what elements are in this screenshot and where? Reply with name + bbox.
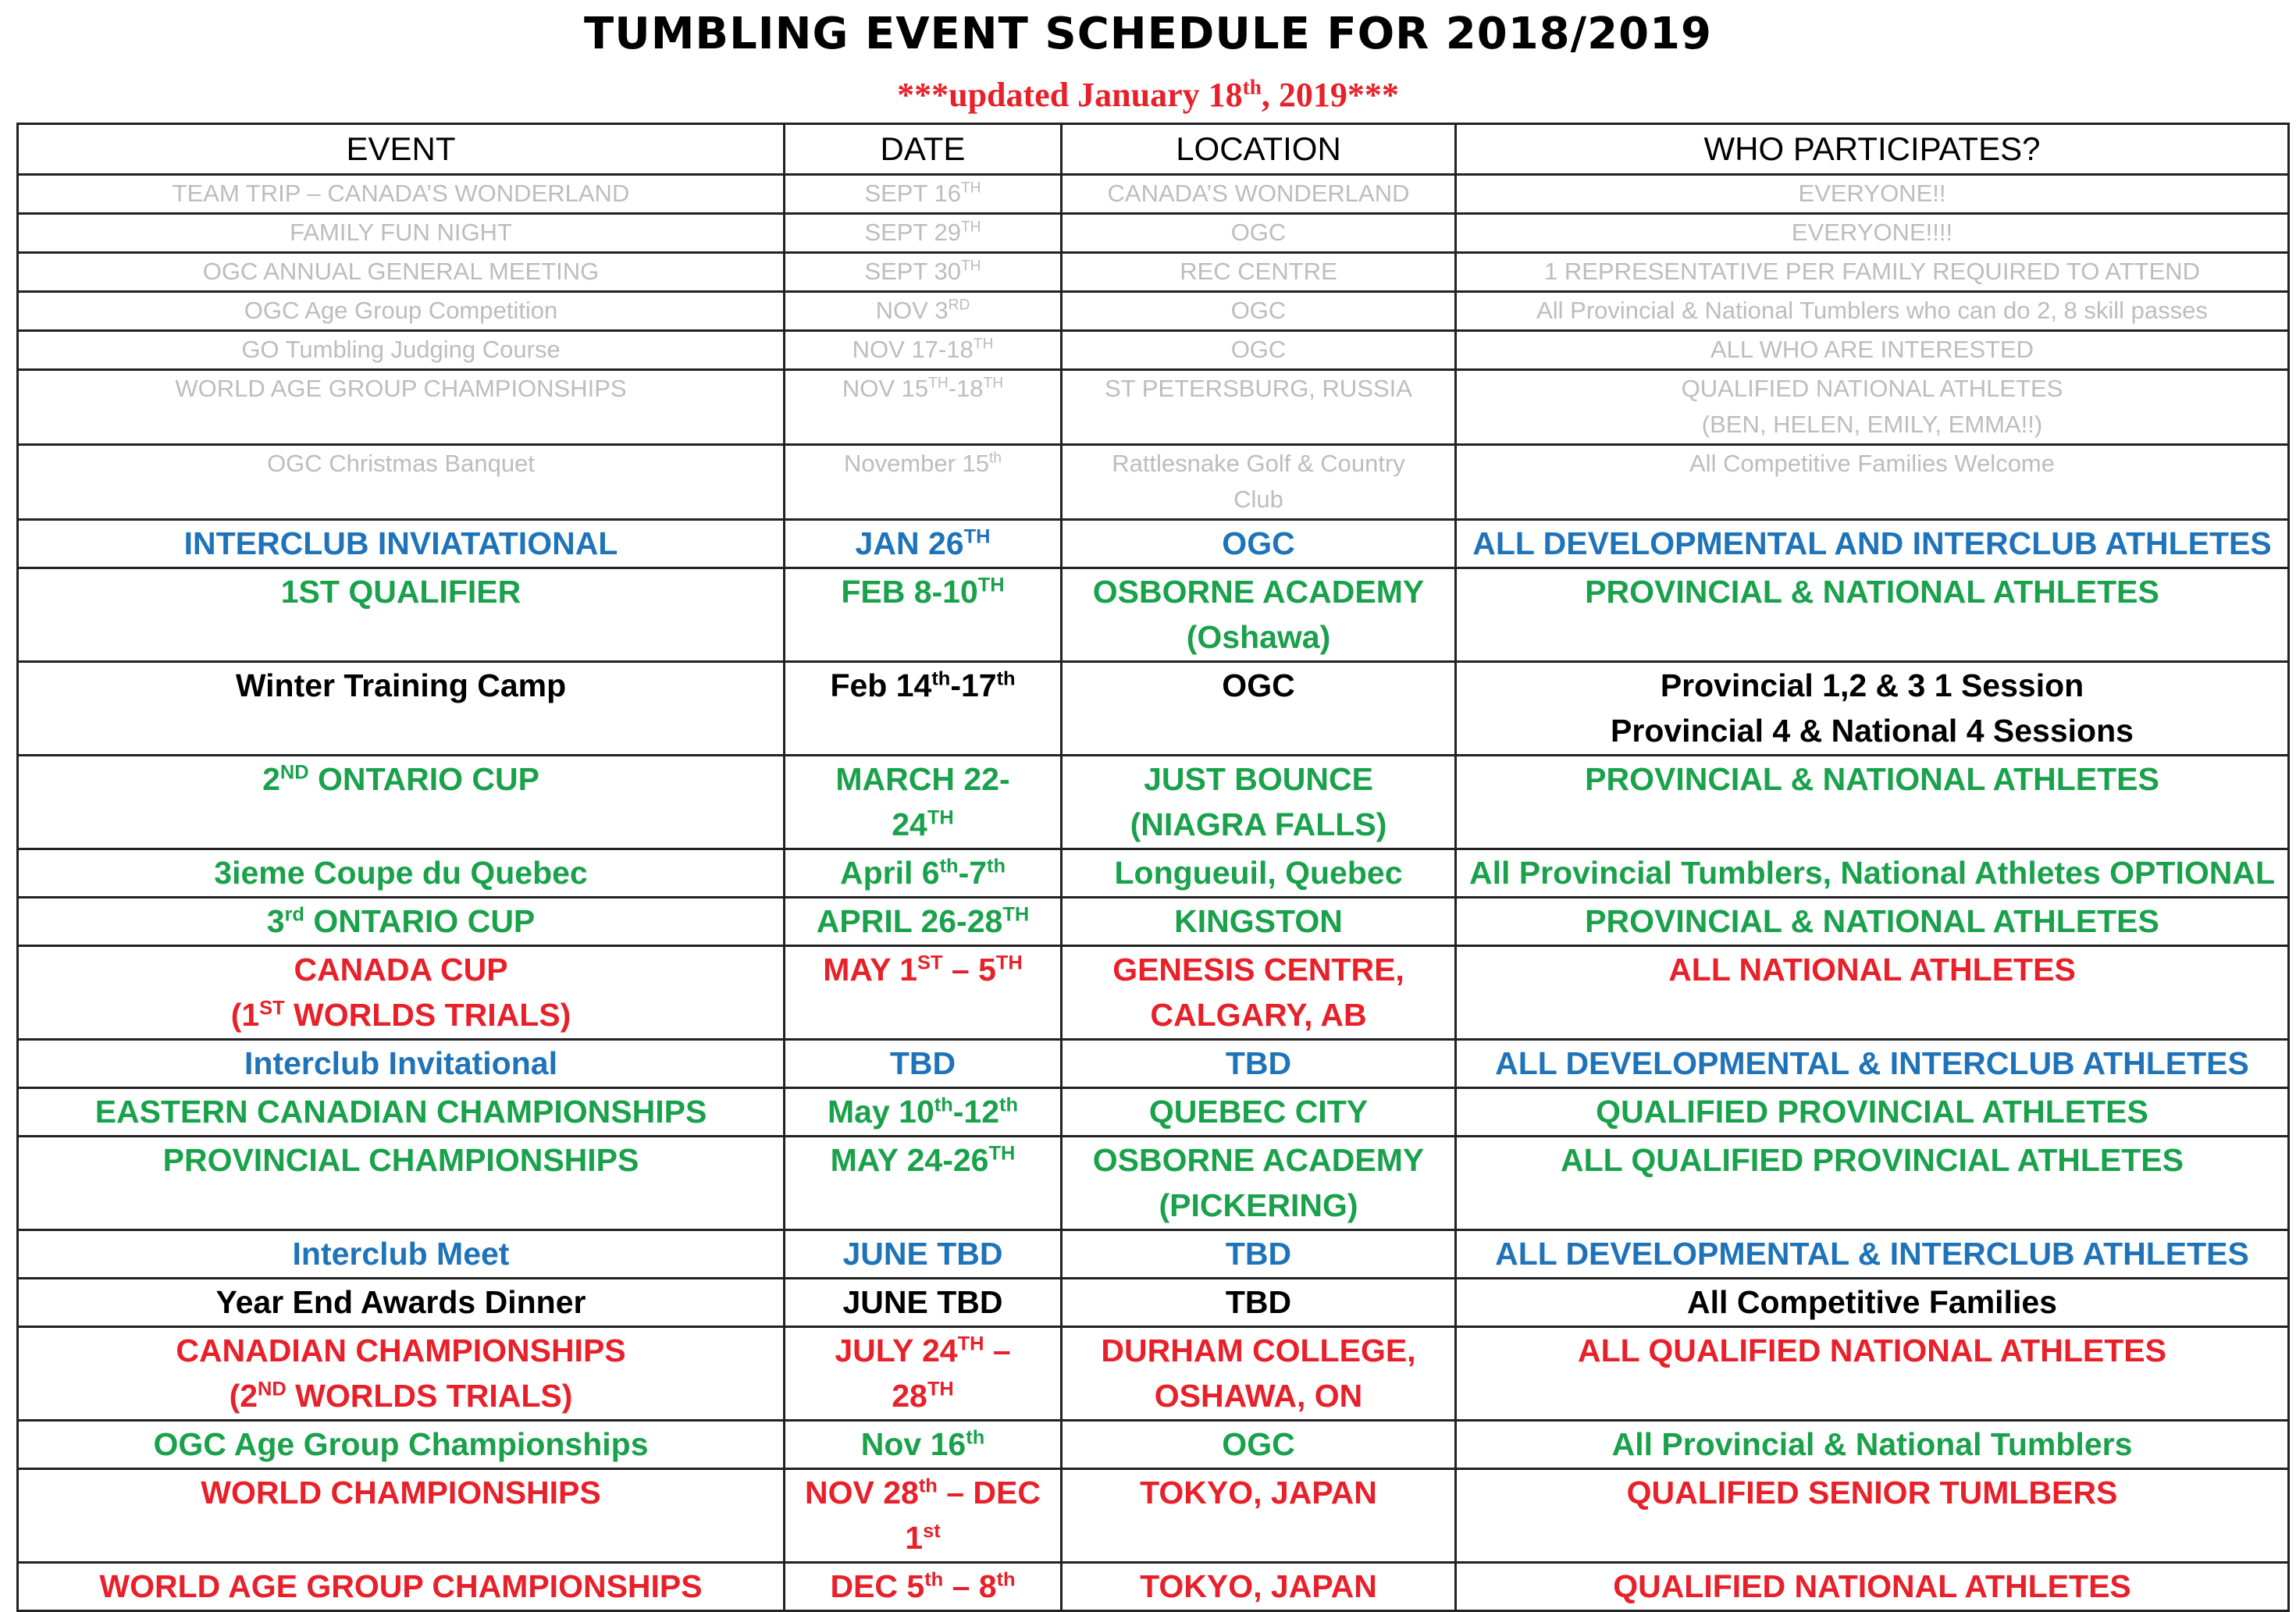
date-cell bbox=[785, 568, 1062, 662]
location-text: OGC bbox=[1230, 336, 1287, 363]
location-text: Club bbox=[1233, 486, 1283, 513]
location-cell bbox=[1062, 898, 1456, 946]
who-cell bbox=[1456, 214, 2289, 253]
who-text: PROVINCIAL & NATIONAL ATHLETES bbox=[1585, 574, 2159, 610]
header-event: EVENT bbox=[18, 124, 785, 175]
event-cell bbox=[18, 568, 785, 662]
who-text: ALL WHO ARE INTERESTED bbox=[1710, 336, 2034, 363]
schedule-row bbox=[18, 1421, 2289, 1469]
who-text: QUALIFIED NATIONAL ATHLETES bbox=[1613, 1568, 2131, 1604]
who-text: QUALIFIED SENIOR TUMLBERS bbox=[1626, 1475, 2118, 1511]
location-text: QUEBEC CITY bbox=[1148, 1094, 1369, 1130]
who-text: All Provincial & National Tumblers bbox=[1611, 1426, 2133, 1462]
location-cell bbox=[1062, 946, 1456, 1040]
location-cell bbox=[1062, 1230, 1456, 1279]
date-text: NOV 3RD bbox=[875, 297, 970, 324]
event-text: 3ieme Coupe du Quebec bbox=[214, 855, 588, 891]
ordinal-suffix: TH bbox=[995, 952, 1023, 974]
event-text: OGC Christmas Banquet bbox=[267, 450, 535, 477]
event-cell bbox=[18, 175, 785, 214]
who-text: EVERYONE!!!! bbox=[1791, 219, 1953, 246]
event-text: OGC Age Group Championships bbox=[153, 1426, 649, 1462]
location-cell bbox=[1062, 662, 1456, 756]
ordinal-suffix: ST bbox=[259, 997, 285, 1020]
location-cell bbox=[1062, 292, 1456, 331]
date-text: JUNE TBD bbox=[842, 1236, 1003, 1272]
date-text: NOV 15TH-18TH bbox=[842, 375, 1004, 402]
date-text: DEC 5th – 8th bbox=[830, 1568, 1016, 1604]
ordinal-suffix: th bbox=[918, 1475, 938, 1497]
date-cell bbox=[785, 520, 1062, 568]
event-cell bbox=[18, 1040, 785, 1088]
who-cell bbox=[1456, 175, 2289, 214]
who-cell bbox=[1456, 662, 2289, 756]
date-text: APRIL 26-28TH bbox=[816, 903, 1030, 939]
event-text: WORLD AGE GROUP CHAMPIONSHIPS bbox=[175, 375, 627, 402]
event-text: TEAM TRIP – CANADA’S WONDERLAND bbox=[172, 180, 630, 207]
date-text: April 6th-7th bbox=[839, 855, 1006, 891]
event-cell bbox=[18, 662, 785, 756]
ordinal-suffix: TH bbox=[983, 375, 1004, 392]
event-text: Interclub Invitational bbox=[244, 1045, 557, 1081]
date-cell bbox=[785, 1279, 1062, 1327]
location-text: TBD bbox=[1225, 1236, 1292, 1272]
ordinal-suffix: th bbox=[934, 1094, 953, 1116]
who-cell bbox=[1456, 1279, 2289, 1327]
date-cell bbox=[785, 292, 1062, 331]
date-text: MAY 1ST – 5TH bbox=[823, 952, 1023, 987]
schedule-row bbox=[18, 1088, 2289, 1137]
ordinal-suffix: TH bbox=[927, 806, 954, 829]
location-text: OGC bbox=[1230, 297, 1287, 324]
schedule-row bbox=[18, 1279, 2289, 1327]
ordinal-suffix: st bbox=[923, 1520, 941, 1543]
ordinal-suffix: th bbox=[996, 667, 1016, 690]
location-cell bbox=[1062, 1327, 1456, 1421]
event-cell bbox=[18, 1469, 785, 1563]
date-text: JUNE TBD bbox=[842, 1284, 1003, 1320]
schedule-row bbox=[18, 370, 2289, 445]
schedule-row bbox=[18, 1040, 2289, 1088]
date-cell bbox=[785, 1230, 1062, 1279]
who-text: ALL DEVELOPMENTAL & INTERCLUB ATHLETES bbox=[1495, 1045, 2249, 1081]
schedule-row bbox=[18, 1469, 2289, 1563]
date-text: NOV 28th – DEC bbox=[805, 1475, 1041, 1511]
event-text: PROVINCIAL CHAMPIONSHIPS bbox=[162, 1142, 639, 1178]
who-text: ALL QUALIFIED PROVINCIAL ATHLETES bbox=[1561, 1142, 2184, 1178]
schedule-row bbox=[18, 253, 2289, 292]
event-text: WORLD AGE GROUP CHAMPIONSHIPS bbox=[99, 1568, 703, 1604]
location-text: CANADA’S WONDERLAND bbox=[1107, 180, 1410, 207]
location-cell bbox=[1062, 1421, 1456, 1469]
event-text: 3rd ONTARIO CUP bbox=[266, 903, 536, 939]
location-cell bbox=[1062, 1137, 1456, 1230]
location-text: (Oshawa) bbox=[1186, 619, 1331, 655]
event-cell bbox=[18, 756, 785, 849]
date-text: Nov 16th bbox=[860, 1426, 985, 1462]
location-text: OGC bbox=[1222, 525, 1295, 561]
ordinal-suffix: ST bbox=[917, 952, 943, 974]
event-text: 2ND ONTARIO CUP bbox=[262, 761, 539, 797]
location-text: TBD bbox=[1225, 1045, 1292, 1081]
schedule-row bbox=[18, 292, 2289, 331]
who-cell bbox=[1456, 1088, 2289, 1137]
header-date: DATE bbox=[785, 124, 1062, 175]
date-cell bbox=[785, 214, 1062, 253]
date-text: MARCH 22- bbox=[835, 761, 1010, 797]
who-text: ALL DEVELOPMENTAL & INTERCLUB ATHLETES bbox=[1495, 1236, 2249, 1272]
location-text: ST PETERSBURG, RUSSIA bbox=[1105, 375, 1412, 402]
event-cell bbox=[18, 370, 785, 445]
event-cell bbox=[18, 292, 785, 331]
who-cell bbox=[1456, 946, 2289, 1040]
location-text: (PICKERING) bbox=[1159, 1187, 1358, 1223]
date-cell bbox=[785, 1327, 1062, 1421]
date-cell bbox=[785, 253, 1062, 292]
location-cell bbox=[1062, 568, 1456, 662]
schedule-row bbox=[18, 1137, 2289, 1230]
header-location: LOCATION bbox=[1062, 124, 1456, 175]
location-text: JUST BOUNCE bbox=[1144, 761, 1373, 797]
date-text: 24TH bbox=[892, 806, 954, 842]
schedule-row bbox=[18, 520, 2289, 568]
ordinal-suffix: th bbox=[939, 855, 959, 877]
event-text: OGC Age Group Competition bbox=[244, 297, 558, 324]
who-cell bbox=[1456, 756, 2289, 849]
event-text: 1ST QUALIFIER bbox=[280, 574, 521, 610]
ordinal-suffix: th bbox=[996, 1568, 1016, 1591]
event-cell bbox=[18, 1421, 785, 1469]
who-text: (BEN, HELEN, EMILY, EMMA!!) bbox=[1701, 411, 2043, 438]
date-text: 1st bbox=[905, 1520, 941, 1556]
update-notice bbox=[0, 72, 2296, 119]
date-cell bbox=[785, 662, 1062, 756]
event-text: CANADA CUP bbox=[294, 952, 508, 987]
who-text: EVERYONE!! bbox=[1798, 180, 1946, 207]
date-text: NOV 17-18TH bbox=[852, 336, 994, 363]
ordinal-suffix: th bbox=[931, 667, 951, 690]
location-text: OGC bbox=[1222, 667, 1295, 703]
event-cell bbox=[18, 520, 785, 568]
who-cell bbox=[1456, 331, 2289, 370]
ordinal-suffix: TH bbox=[963, 525, 991, 548]
date-cell bbox=[785, 946, 1062, 1040]
location-cell bbox=[1062, 175, 1456, 214]
ordinal-suffix: th bbox=[966, 1426, 985, 1449]
date-cell bbox=[785, 1040, 1062, 1088]
location-text: OSBORNE ACADEMY bbox=[1092, 574, 1425, 610]
event-text: Year End Awards Dinner bbox=[215, 1284, 586, 1320]
location-cell bbox=[1062, 253, 1456, 292]
who-cell bbox=[1456, 520, 2289, 568]
event-text: CANADIAN CHAMPIONSHIPS bbox=[176, 1333, 626, 1368]
who-cell bbox=[1456, 1040, 2289, 1088]
who-cell bbox=[1456, 898, 2289, 946]
event-text: OGC ANNUAL GENERAL MEETING bbox=[202, 258, 600, 285]
schedule-row bbox=[18, 214, 2289, 253]
location-cell bbox=[1062, 1279, 1456, 1327]
event-text: FAMILY FUN NIGHT bbox=[290, 219, 512, 246]
event-cell bbox=[18, 898, 785, 946]
location-text: KINGSTON bbox=[1174, 903, 1343, 939]
ordinal-suffix: TH bbox=[960, 258, 981, 275]
event-cell bbox=[18, 1088, 785, 1137]
ordinal-suffix: TH bbox=[973, 336, 994, 353]
ordinal-suffix: TH bbox=[1002, 903, 1030, 926]
location-text: (NIAGRA FALLS) bbox=[1130, 806, 1387, 842]
date-cell bbox=[785, 1137, 1062, 1230]
who-text: All Competitive Families Welcome bbox=[1689, 450, 2055, 477]
date-text: SEPT 29TH bbox=[864, 219, 981, 246]
ordinal-suffix: th bbox=[999, 1094, 1018, 1116]
date-cell bbox=[785, 1469, 1062, 1563]
date-cell bbox=[785, 175, 1062, 214]
date-text: Feb 14th-17th bbox=[830, 667, 1016, 703]
schedule-row bbox=[18, 898, 2289, 946]
ordinal-suffix: th bbox=[989, 450, 1002, 467]
who-cell bbox=[1456, 568, 2289, 662]
location-cell bbox=[1062, 214, 1456, 253]
event-cell bbox=[18, 1230, 785, 1279]
schedule-row bbox=[18, 1327, 2289, 1421]
location-cell bbox=[1062, 1469, 1456, 1563]
who-text: ALL DEVELOPMENTAL AND INTERCLUB ATHLETES bbox=[1472, 525, 2272, 561]
ordinal-suffix: TH bbox=[927, 1378, 954, 1400]
location-text: DURHAM COLLEGE, bbox=[1101, 1333, 1416, 1368]
schedule-row bbox=[18, 946, 2289, 1040]
location-cell bbox=[1062, 520, 1456, 568]
date-cell bbox=[785, 370, 1062, 445]
header-row bbox=[18, 124, 2289, 175]
location-text: OSHAWA, ON bbox=[1154, 1378, 1363, 1414]
event-text: WORLD CHAMPIONSHIPS bbox=[201, 1475, 601, 1511]
ordinal-suffix: th bbox=[987, 855, 1006, 877]
date-text: JULY 24TH – bbox=[835, 1333, 1011, 1368]
ordinal-suffix: TH bbox=[957, 1333, 984, 1355]
who-text: All Provincial & National Tumblers who can do 2, 8 skill passes bbox=[1536, 297, 2208, 324]
update-notice-text: ***updated January 18 bbox=[897, 76, 1243, 114]
who-cell bbox=[1456, 292, 2289, 331]
who-cell bbox=[1456, 1421, 2289, 1469]
schedule-row bbox=[18, 445, 2289, 520]
schedule-row bbox=[18, 568, 2289, 662]
event-cell bbox=[18, 214, 785, 253]
date-text: 28TH bbox=[892, 1378, 954, 1414]
ordinal-suffix: RD bbox=[948, 297, 970, 314]
location-text: OGC bbox=[1222, 1426, 1295, 1462]
location-text: CALGARY, AB bbox=[1150, 997, 1367, 1033]
event-cell bbox=[18, 946, 785, 1040]
event-text: Interclub Meet bbox=[292, 1236, 510, 1272]
location-cell bbox=[1062, 370, 1456, 445]
update-notice-year: , 2019*** bbox=[1261, 76, 1399, 114]
date-cell bbox=[785, 1088, 1062, 1137]
date-text: November 15th bbox=[843, 450, 1002, 477]
schedule-row bbox=[18, 175, 2289, 214]
schedule-row bbox=[18, 756, 2289, 849]
who-text: Provincial 4 & National 4 Sessions bbox=[1611, 713, 2134, 749]
location-text: OSBORNE ACADEMY bbox=[1092, 1142, 1425, 1178]
schedule-row bbox=[18, 331, 2289, 370]
who-text: PROVINCIAL & NATIONAL ATHLETES bbox=[1585, 903, 2159, 939]
header-who-participates: WHO PARTICIPATES? bbox=[1456, 124, 2289, 175]
who-cell bbox=[1456, 445, 2289, 520]
who-cell bbox=[1456, 253, 2289, 292]
schedule-table bbox=[16, 123, 2290, 1612]
schedule-rows bbox=[18, 175, 2289, 1611]
event-cell bbox=[18, 1279, 785, 1327]
event-cell bbox=[18, 849, 785, 898]
location-text: TOKYO, JAPAN bbox=[1140, 1475, 1377, 1511]
date-text: JAN 26TH bbox=[855, 525, 991, 561]
event-cell bbox=[18, 331, 785, 370]
page-title: TUMBLING EVENT SCHEDULE FOR 2018/2019 bbox=[584, 9, 1712, 59]
schedule-row bbox=[18, 1230, 2289, 1279]
location-text: GENESIS CENTRE, bbox=[1112, 952, 1404, 987]
schedule-row bbox=[18, 849, 2289, 898]
ordinal-suffix: TH bbox=[977, 574, 1005, 596]
event-cell bbox=[18, 1137, 785, 1230]
date-cell bbox=[785, 756, 1062, 849]
who-text: All Provincial Tumblers, National Athletes OPTIONAL bbox=[1468, 855, 2275, 891]
who-cell bbox=[1456, 1327, 2289, 1421]
who-text: Provincial 1,2 & 3 1 Session bbox=[1660, 667, 2084, 703]
date-text: SEPT 30TH bbox=[864, 258, 981, 285]
location-cell bbox=[1062, 1040, 1456, 1088]
event-text: (2ND WORLDS TRIALS) bbox=[229, 1378, 573, 1414]
event-text: INTERCLUB INVIATATIONAL bbox=[183, 525, 618, 561]
who-text: 1 REPRESENTATIVE PER FAMILY REQUIRED TO ATTEND bbox=[1543, 258, 2201, 285]
date-text: May 10th-12th bbox=[828, 1094, 1018, 1130]
event-cell bbox=[18, 1327, 785, 1421]
location-text: TBD bbox=[1225, 1284, 1292, 1320]
schedule-row bbox=[18, 662, 2289, 756]
event-text: GO Tumbling Judging Course bbox=[241, 336, 561, 363]
location-cell bbox=[1062, 1088, 1456, 1137]
who-text: QUALIFIED NATIONAL ATHLETES bbox=[1681, 375, 2063, 402]
location-cell bbox=[1062, 756, 1456, 849]
date-text: FEB 8-10TH bbox=[841, 574, 1005, 610]
location-text: TOKYO, JAPAN bbox=[1140, 1568, 1377, 1604]
location-cell bbox=[1062, 849, 1456, 898]
update-notice-suffix: th bbox=[1242, 75, 1262, 99]
location-text: Longueuil, Quebec bbox=[1114, 855, 1403, 891]
location-cell bbox=[1062, 445, 1456, 520]
ordinal-suffix: rd bbox=[284, 903, 304, 926]
date-text: TBD bbox=[889, 1045, 956, 1081]
who-cell bbox=[1456, 1230, 2289, 1279]
event-text: (1ST WORLDS TRIALS) bbox=[230, 997, 571, 1033]
who-text: All Competitive Families bbox=[1687, 1284, 2057, 1320]
event-cell bbox=[18, 445, 785, 520]
date-cell bbox=[785, 849, 1062, 898]
who-text: ALL NATIONAL ATHLETES bbox=[1668, 952, 2076, 987]
date-cell bbox=[785, 331, 1062, 370]
location-text: Rattlesnake Golf & Country bbox=[1112, 450, 1405, 477]
ordinal-suffix: TH bbox=[928, 375, 949, 392]
date-cell bbox=[785, 445, 1062, 520]
date-text: MAY 24-26TH bbox=[830, 1142, 1016, 1178]
event-cell bbox=[18, 253, 785, 292]
event-text: EASTERN CANADIAN CHAMPIONSHIPS bbox=[94, 1094, 707, 1130]
date-cell bbox=[785, 898, 1062, 946]
location-text: REC CENTRE bbox=[1180, 258, 1337, 285]
who-text: ALL QUALIFIED NATIONAL ATHLETES bbox=[1578, 1333, 2166, 1368]
ordinal-suffix: ND bbox=[258, 1378, 287, 1400]
location-text: OGC bbox=[1230, 219, 1287, 246]
ordinal-suffix: TH bbox=[960, 219, 981, 236]
date-text: SEPT 16TH bbox=[864, 180, 981, 207]
who-cell bbox=[1456, 1137, 2289, 1230]
ordinal-suffix: TH bbox=[988, 1142, 1016, 1165]
who-cell bbox=[1456, 849, 2289, 898]
ordinal-suffix: th bbox=[924, 1568, 944, 1591]
who-text: PROVINCIAL & NATIONAL ATHLETES bbox=[1585, 761, 2159, 797]
who-text: QUALIFIED PROVINCIAL ATHLETES bbox=[1596, 1094, 2148, 1130]
location-cell bbox=[1062, 331, 1456, 370]
who-cell bbox=[1456, 370, 2289, 445]
ordinal-suffix: ND bbox=[279, 761, 309, 784]
ordinal-suffix: TH bbox=[960, 180, 981, 197]
who-cell bbox=[1456, 1469, 2289, 1563]
event-text: Winter Training Camp bbox=[235, 667, 567, 703]
date-cell bbox=[785, 1421, 1062, 1469]
